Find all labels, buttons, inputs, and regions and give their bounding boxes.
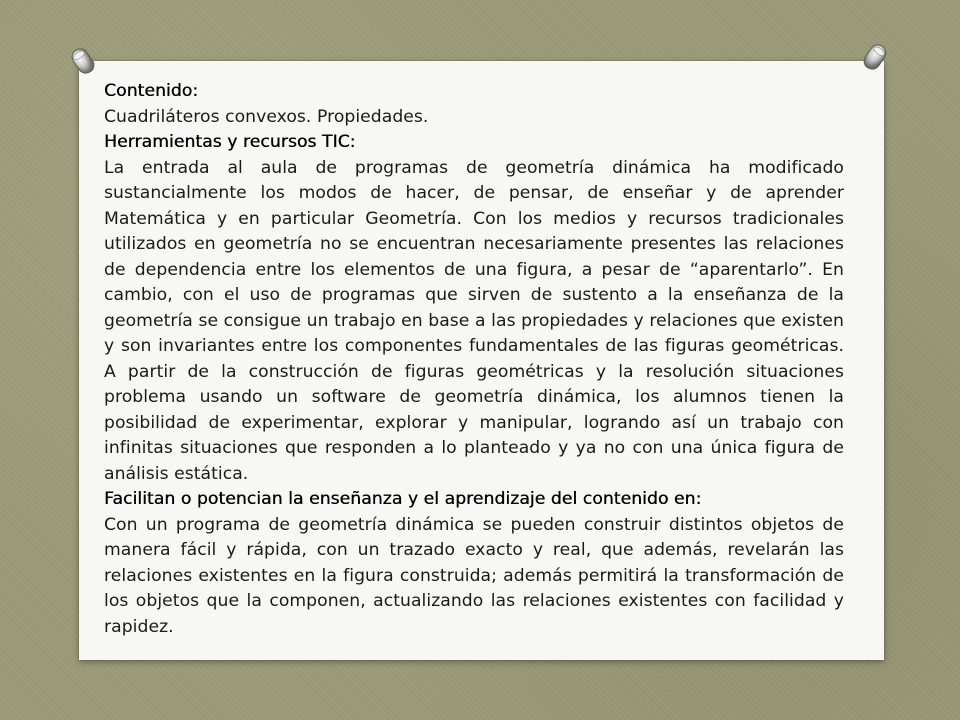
facilitan-text: Con un programa de geometría dinámica se pueden construir distintos objetos de manera fácil y rápida, con un trazado exacto y real, que además, revelarán las relaciones existentes en la figura construida; además permitirá la transformación de los objetos que la componen, actualizando las relaciones existentes con facilidad y rapidez. [104, 514, 844, 637]
heading-herramientas: Herramientas y recursos TIC: [104, 132, 356, 152]
contenido-text: Cuadriláteros convexos. Propiedades. [104, 106, 429, 127]
herramientas-text: La entrada al aula de programas de geometría dinámica ha modificado sustancialmente los modos de hacer, de pensar, de enseñar y de aprender Matemática y en particular Geometría. Con los medios y recursos tradicionales utilizados en geometría no se encuentran necesariamente presentes las relaciones de dependencia entre los elementos de una figura, a pesar de “aparentarlo”. En cambio, con el uso de programas que sirven de sustento a la enseñanza de la geometría se consigue un trabajo en base a las propiedades y relaciones que existen y son invariantes entre los componentes fundamentales de las figuras geométricas. A partir de la construcción de figuras geométricas y la resolución situaciones problema usando un software de geometría dinámica, los alumnos tienen la posibilidad de experimentar, explorar y manipular, logrando así un trabajo con infinitas situaciones que responden a lo planteado y ya no con una única figura de análisis estática. [104, 157, 844, 484]
pushpin-right-icon [858, 40, 892, 74]
slide-content [104, 79, 844, 640]
heading-facilitan: Facilitan o potencian la enseñanza y el aprendizaje del contenido en: [104, 489, 702, 509]
pushpin-left-icon [66, 44, 100, 78]
heading-contenido: Contenido: [104, 81, 199, 101]
